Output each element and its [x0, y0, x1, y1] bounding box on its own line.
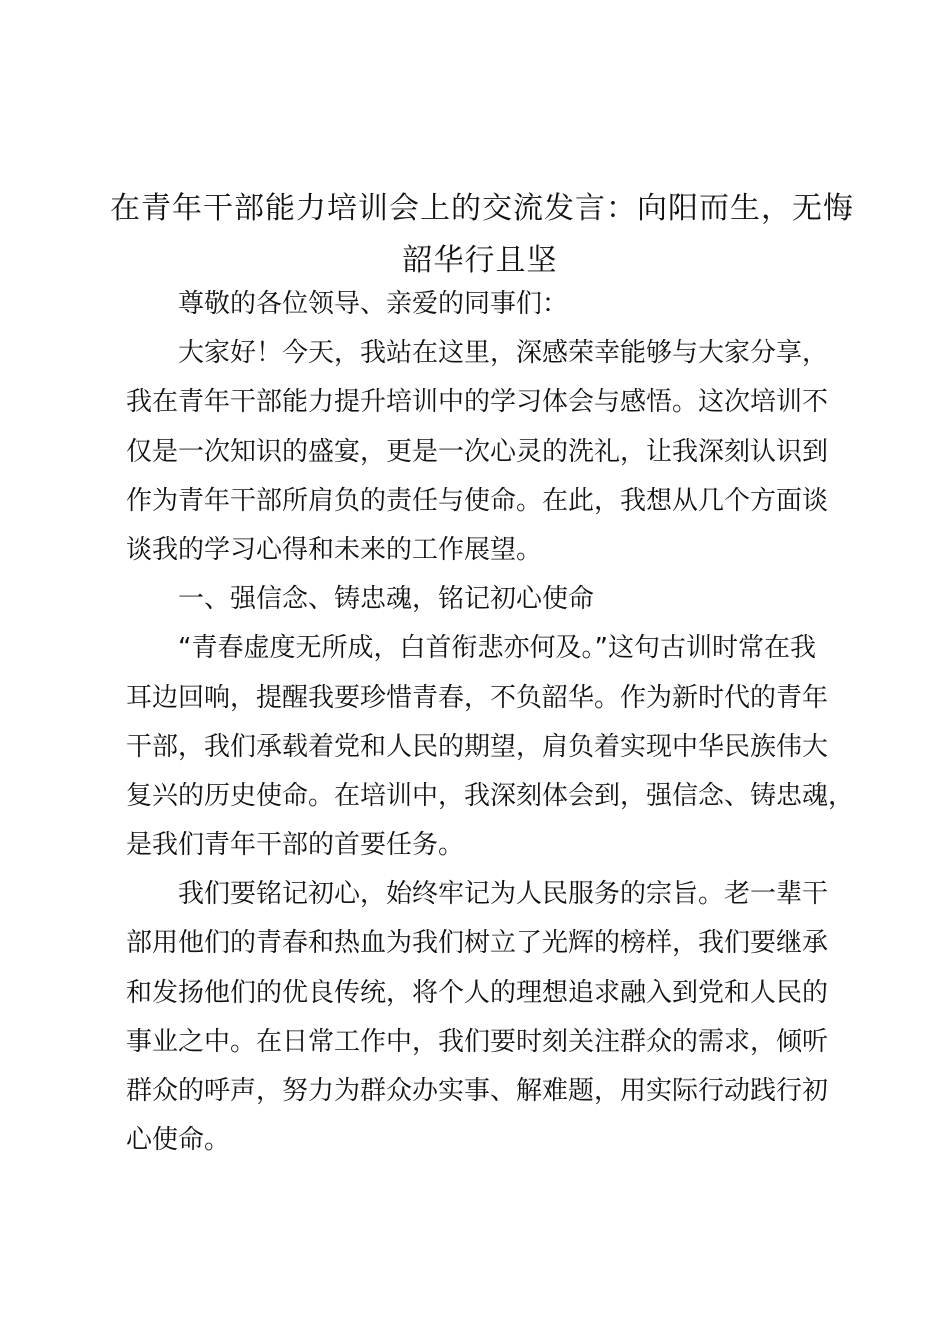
paragraph-line: 事业之中。在日常工作中，我们要时刻关注群众的需求，倾听 [126, 1026, 829, 1057]
paragraph-line: 群众的呼声，努力为群众办实事、解难题，用实际行动践行初 [126, 1076, 829, 1106]
paragraph-line: 作为青年干部所肩负的责任与使命。在此，我想从几个方面谈 [126, 485, 829, 516]
title-line-1: 在青年干部能力培训会上的交流发言：向阳而生，无悔 [110, 191, 854, 226]
paragraph-line: 心使命。 [126, 1125, 231, 1156]
paragraph-line: “青春虚度无所成，白首衔悲亦何及。”这句古训时常在我 [178, 633, 816, 664]
paragraph-line: 复兴的历史使命。在培训中，我深刻体会到，强信念、铸忠魂， [126, 780, 855, 811]
paragraph-line: 大家好！今天，我站在这里，深感荣幸能够与大家分享， [178, 338, 829, 369]
paragraph-line: 干部，我们承载着党和人民的期望，肩负着实现中华民族伟大 [126, 731, 829, 762]
paragraph-line: 我们要铭记初心，始终牢记为人民服务的宗旨。老一辈干 [178, 879, 829, 910]
paragraph-line: 我在青年干部能力提升培训中的学习体会与感悟。这次培训不 [126, 387, 829, 418]
paragraph-line: 部用他们的青春和热血为我们树立了光辉的榜样，我们要继承 [126, 928, 829, 959]
title-line-2: 韶华行且坚 [402, 243, 558, 278]
document-body [126, 280, 855, 1165]
paragraph-line: 是我们青年干部的首要任务。 [126, 830, 465, 861]
salutation-line: 尊敬的各位领导、亲爱的同事们： [178, 289, 569, 319]
paragraph-line: 耳边回响，提醒我要珍惜青春，不负韶华。作为新时代的青年 [126, 682, 829, 713]
section-heading: 一、强信念、铸忠魂，铭记初心使命 [178, 584, 595, 615]
document-title [110, 183, 854, 287]
paragraph-line: 仅是一次知识的盛宴，更是一次心灵的洗礼，让我深刻认识到 [126, 436, 829, 467]
paragraph-line: 谈我的学习心得和未来的工作展望。 [126, 534, 543, 565]
paragraph-line: 和发扬他们的优良传统，将个人的理想追求融入到党和人民的 [126, 977, 829, 1008]
